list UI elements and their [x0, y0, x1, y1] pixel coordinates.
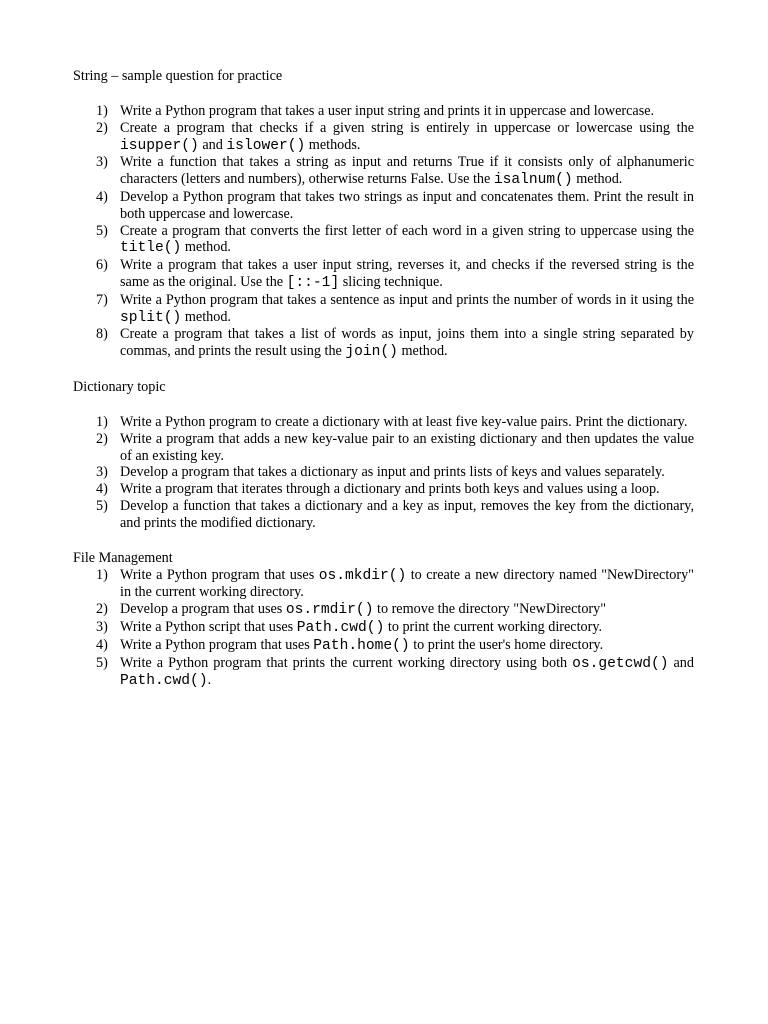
question-number: 2) — [96, 601, 108, 618]
text-run: Develop a Python program that takes two strings as input and concatenates them. Print the result in both uppercase and lowercase. — [120, 188, 694, 222]
text-run: Write a Python program to create a dictionary with at least five key-value pairs. Print the dictionary. — [120, 413, 688, 430]
text-run: slicing technique. — [339, 273, 443, 290]
question-text — [120, 120, 694, 153]
question-text — [120, 414, 687, 430]
question-number: 5) — [96, 222, 108, 239]
text-run: Write a Python program that uses — [120, 636, 314, 653]
text-run: Write a Python program that prints the current working directory using both — [120, 654, 573, 671]
text-run: method. — [397, 343, 448, 360]
question-text — [120, 154, 694, 187]
text-run: method. — [181, 239, 231, 256]
question-item — [73, 154, 694, 189]
text-run: method. — [572, 171, 623, 188]
question-text — [120, 601, 606, 617]
question-number: 2) — [96, 430, 108, 447]
text-run: Create a program that converts the first letter of each word in a given string to uppercase using the — [120, 222, 694, 239]
code-snippet: os.rmdir() — [285, 602, 374, 619]
question-text — [120, 431, 694, 464]
text-run: Write a program that iterates through a dictionary and prints both keys and values using a loop. — [120, 481, 660, 498]
text-run: to create a new directory named "NewDirectory" in the current working directory. — [120, 566, 694, 601]
question-number: 5) — [96, 654, 108, 671]
question-text — [120, 481, 660, 497]
question-text — [120, 637, 603, 653]
question-item — [73, 619, 694, 637]
text-run: method. — [181, 308, 231, 325]
question-item — [73, 257, 694, 292]
question-number: 4) — [96, 636, 108, 653]
code-snippet: [::-1] — [286, 274, 340, 291]
question-text — [120, 498, 694, 531]
document-page — [73, 68, 694, 690]
question-number: 1) — [96, 413, 108, 430]
question-text — [120, 292, 694, 325]
question-number: 4) — [96, 481, 108, 498]
section-heading-file-management: File Management — [73, 549, 173, 566]
question-item — [73, 223, 694, 258]
question-number: 1) — [96, 103, 108, 119]
question-item — [73, 414, 694, 431]
question-text — [120, 257, 694, 290]
question-number: 2) — [96, 119, 108, 136]
question-text — [120, 464, 665, 480]
question-text — [120, 189, 694, 222]
question-item — [73, 601, 694, 619]
code-snippet: title() — [120, 240, 182, 257]
dictionary-question-list — [73, 414, 694, 532]
question-number: 7) — [96, 291, 108, 308]
question-number: 8) — [96, 326, 108, 343]
question-item — [73, 655, 694, 691]
question-number: 4) — [96, 188, 108, 205]
text-run: to print the user's home directory. — [409, 636, 604, 653]
question-item — [73, 189, 694, 223]
text-run: Write a program that takes a user input string, reverses it, and checks if the reversed string is the same as the original. Use the — [120, 257, 694, 290]
question-item — [73, 637, 694, 655]
text-run: to remove the directory "NewDirectory" — [373, 601, 607, 618]
text-run: Develop a program that uses — [120, 601, 286, 618]
question-item — [73, 431, 694, 465]
code-snippet: join() — [345, 344, 398, 361]
code-snippet: split() — [120, 309, 182, 326]
question-item — [73, 567, 694, 602]
question-number: 3) — [96, 464, 108, 481]
text-run: Write a Python program that uses — [120, 566, 319, 583]
text-run: Develop a program that takes a dictionary as input and prints lists of keys and values separately. — [120, 464, 665, 481]
question-text — [120, 326, 694, 359]
question-item — [73, 464, 694, 481]
text-run: Write a program that adds a new key-value pair to an existing dictionary and then updates the value of an existing key. — [120, 430, 694, 464]
string-question-list — [73, 103, 694, 361]
question-item — [73, 120, 694, 155]
code-snippet: os.getcwd() — [572, 655, 669, 672]
file-management-question-list — [73, 567, 694, 691]
question-item — [73, 103, 694, 120]
text-run: to print the current working directory. — [384, 618, 603, 635]
question-text — [120, 223, 694, 256]
code-snippet: os.mkdir() — [318, 567, 407, 584]
section-heading-string: String – sample question for practice — [73, 68, 283, 84]
question-text — [120, 655, 694, 689]
text-run: Write a Python script that uses — [120, 618, 297, 635]
question-item — [73, 292, 694, 327]
question-text — [120, 619, 602, 635]
question-text — [120, 567, 694, 601]
question-number: 1) — [96, 566, 108, 583]
section-heading-dictionary: Dictionary topic — [73, 378, 166, 395]
code-snippet: isupper() — [120, 137, 199, 154]
question-item — [73, 498, 694, 532]
text-run: Write a function that takes a string as input and returns True if it consists only of alphanumeric characters (letters and numbers), otherwise returns False. Use the — [120, 154, 694, 188]
code-snippet: Path.cwd() — [120, 673, 208, 690]
question-number: 6) — [96, 257, 108, 274]
text-run: Write a Python program that takes a sentence as input and prints the number of words in it using the — [120, 291, 694, 308]
question-number: 5) — [96, 497, 108, 514]
code-snippet: Path.cwd() — [296, 619, 385, 636]
code-snippet: Path.home() — [313, 637, 410, 654]
question-number: 3) — [96, 154, 108, 171]
text-run: Write a Python program that takes a user input string and prints it in uppercase and lowercase. — [120, 103, 655, 119]
text-run: and — [198, 136, 227, 153]
question-text — [120, 103, 654, 119]
text-run: and — [668, 654, 694, 671]
question-item — [73, 481, 694, 498]
text-run: Create a program that takes a list of words as input, joins them into a single string separated by commas, and prints the result using the — [120, 326, 694, 360]
question-number: 3) — [96, 618, 108, 635]
text-run: . — [207, 672, 212, 689]
text-run: Develop a function that takes a dictionary and a key as input, removes the key from the dictionary, and prints the modified dictionary. — [120, 497, 694, 531]
text-run: methods. — [305, 136, 361, 153]
code-snippet: isalnum() — [493, 172, 573, 189]
code-snippet: islower() — [226, 137, 306, 154]
text-run: Create a program that checks if a given string is entirely in uppercase or lowercase using the — [120, 119, 694, 136]
question-item — [73, 326, 694, 361]
